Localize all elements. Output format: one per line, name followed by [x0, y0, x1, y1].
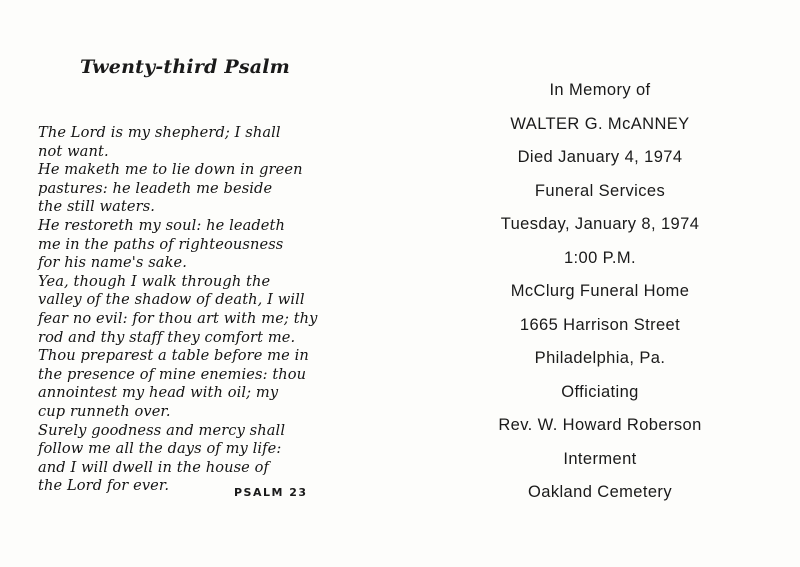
- psalm-line: annointest my head with oil; my: [38, 384, 279, 402]
- interment-label: Interment: [563, 449, 637, 468]
- date-of-death: Died January 4, 1974: [517, 148, 683, 166]
- psalm-line: follow me all the days of my life:: [38, 440, 282, 458]
- psalm-line: fear no evil: for thou art with me; thy: [38, 309, 318, 327]
- memorial-heading: In Memory of: [549, 81, 651, 99]
- psalm-line: Thou preparest a table before me in: [38, 347, 309, 365]
- psalm-title: Twenty-third Psalm: [80, 56, 290, 78]
- psalm-line: pastures: he leadeth me beside: [38, 179, 273, 197]
- psalm-line: cup runneth over.: [38, 402, 171, 420]
- deceased-name: WALTER G. McANNEY: [510, 114, 690, 133]
- psalm-line: valley of the shadow of death, I will: [38, 291, 305, 309]
- psalm-line: for his name's sake.: [38, 254, 188, 272]
- psalm-line: the presence of mine enemies: thou: [38, 365, 307, 383]
- officiant-name: Rev. W. Howard Roberson: [498, 416, 702, 434]
- psalm-line: The Lord is my shepherd; I shall: [38, 124, 281, 141]
- service-time: 1:00 P.M.: [563, 248, 637, 267]
- memorial-panel: [440, 0, 760, 567]
- psalm-line: Yea, though I walk through the: [38, 272, 271, 290]
- services-label: Funeral Services: [534, 181, 666, 200]
- psalm-line: me in the paths of righteousness: [38, 235, 284, 253]
- psalm-line: the still waters.: [38, 198, 156, 216]
- service-date: Tuesday, January 8, 1974: [500, 215, 700, 233]
- psalm-line: rod and thy staff they comfort me.: [38, 328, 296, 346]
- venue-name: McClurg Funeral Home: [510, 282, 690, 300]
- venue-city: Philadelphia, Pa.: [534, 349, 666, 367]
- psalm-line: not want.: [38, 142, 109, 160]
- psalm-reference: PSALM 23: [234, 486, 308, 499]
- psalm-line: He restoreth my soul: he leadeth: [38, 216, 286, 234]
- officiating-label: Officiating: [561, 382, 639, 401]
- venue-street: 1665 Harrison Street: [519, 315, 681, 334]
- psalm-line: and I will dwell in the house of: [38, 458, 270, 476]
- psalm-line: the Lord for ever.: [38, 477, 170, 495]
- memorial-details: [440, 76, 760, 512]
- psalm-line: Surely goodness and mercy shall: [38, 421, 286, 439]
- psalm-line: He maketh me to lie down in green: [38, 161, 303, 179]
- psalm-verse: [38, 124, 318, 496]
- cemetery-name: Oakland Cemetery: [528, 483, 672, 501]
